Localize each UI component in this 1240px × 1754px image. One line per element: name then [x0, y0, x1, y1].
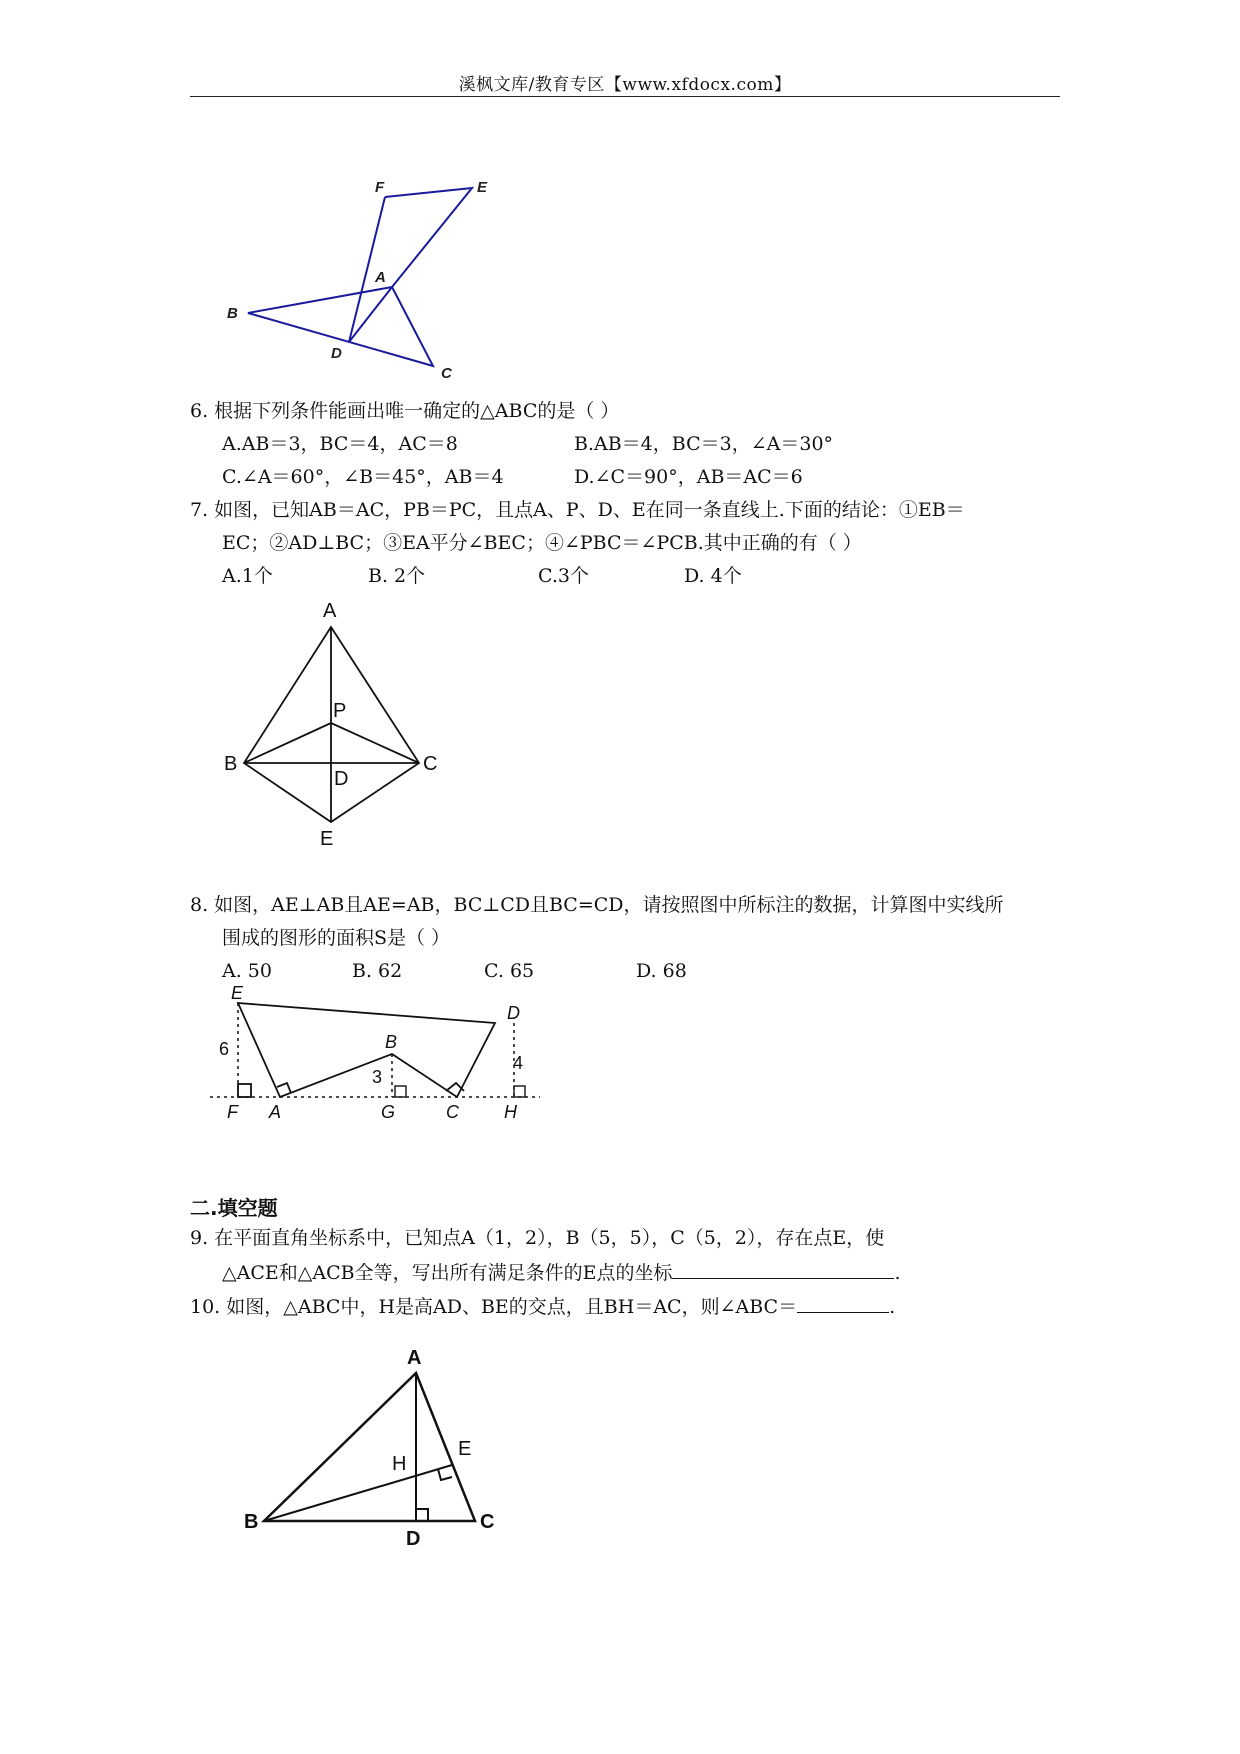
q10-line [190, 1294, 895, 1319]
fig4-label-H: H [392, 1453, 407, 1475]
q8-option-a: A. 50 [222, 960, 272, 982]
fig3-label-B: B [385, 1032, 398, 1052]
q9-line-1: 9. 在平面直角坐标系中，已知点A（1，2），B（5，5），C（5，2），存在点E，使 [190, 1227, 885, 1249]
fig1-label-F: F [375, 179, 385, 196]
q7-line-2: EC；②AD⊥BC；③EA平分∠BEC；④∠PBC＝∠PCB.其中正确的有（ ） [222, 532, 862, 554]
fig3-label-G: G [381, 1102, 396, 1122]
q8-line-1: 8. 如图，AE⊥AB且AE=AB，BC⊥CD且BC=CD，请按照图中所标注的数据，计算图中实线所 [190, 894, 1004, 916]
q7-line-1: 7. 如图，已知AB＝AC，PB＝PC，且点A、P、D、E在同一条直线上.下面的结论：①EB＝ [190, 499, 965, 521]
fig2-label-B: B [224, 753, 238, 775]
fig1-label-E: E [477, 179, 488, 196]
fig4-label-B: B [244, 1511, 259, 1533]
fig2-label-E: E [320, 828, 334, 850]
fig1-label-D: D [331, 345, 342, 362]
fig2-label-D: D [334, 768, 349, 790]
q9-line-2-text: △ACE和△ACB全等，写出所有满足条件的E点的坐标 [222, 1262, 673, 1284]
fig1-label-A: A [375, 269, 386, 286]
fig2-label-A: A [323, 600, 337, 622]
q8-option-d: D. 68 [636, 960, 687, 982]
q7-option-c: C.3个 [538, 565, 589, 587]
q6-option-b: B.AB＝4，BC＝3，∠A＝30° [574, 433, 834, 455]
fig2-label-C: C [423, 753, 438, 775]
q9-answer-blank[interactable] [672, 1260, 894, 1279]
fig3-label-H: H [504, 1102, 517, 1122]
q10-text: 10. 如图，△ABC中，H是高AD、BE的交点，且BH＝AC，则∠ABC＝ [190, 1296, 798, 1318]
q10-answer-blank[interactable] [797, 1294, 889, 1313]
q7-option-a: A.1个 [222, 565, 273, 587]
q9-line-2 [222, 1260, 901, 1285]
fig4-label-A: A [407, 1347, 422, 1369]
q7-option-d: D. 4个 [684, 565, 742, 587]
fig4-label-E: E [458, 1438, 472, 1460]
q8-option-b: B. 62 [352, 960, 403, 982]
q6-stem: 6. 根据下列条件能画出唯一确定的△ABC的是（ ） [190, 400, 620, 422]
figure-3 [205, 985, 550, 1125]
fig1-label-C: C [441, 365, 452, 382]
figure-4 [240, 1335, 510, 1550]
fig3-label-A: A [269, 1102, 282, 1122]
fig4-label-C: C [480, 1511, 495, 1533]
fig3-label-F: F [227, 1102, 238, 1122]
fig4-label-D: D [406, 1528, 421, 1550]
q9-period: . [894, 1262, 901, 1284]
section-title: 二.填空题 [190, 1196, 278, 1220]
q6-option-c: C.∠A＝60°，∠B＝45°，AB＝4 [222, 466, 504, 488]
fig3-label-E: E [231, 985, 244, 1003]
q10-period: . [889, 1296, 896, 1318]
fig3-label-6: 6 [219, 1039, 230, 1059]
fig2-label-P: P [333, 700, 347, 722]
fig3-label-4: 4 [513, 1053, 524, 1073]
q7-option-b: B. 2个 [368, 565, 426, 587]
fig3-label-D: D [507, 1003, 520, 1023]
header-rule [190, 96, 1060, 97]
q8-option-c: C. 65 [484, 960, 535, 982]
q6-option-a: A.AB＝3，BC＝4，AC＝8 [222, 433, 458, 455]
q6-option-d: D.∠C＝90°，AB＝AC＝6 [574, 466, 803, 488]
fig3-label-3: 3 [372, 1067, 383, 1087]
page-header: 溪枫文库/教育专区【www.xfdocx.com】 [458, 75, 792, 95]
q8-line-2: 围成的图形的面积S是（ ） [222, 927, 451, 949]
fig1-label-B: B [227, 305, 238, 322]
figure-1 [215, 170, 505, 385]
figure-2 [220, 597, 440, 852]
fig3-label-C: C [446, 1102, 459, 1122]
